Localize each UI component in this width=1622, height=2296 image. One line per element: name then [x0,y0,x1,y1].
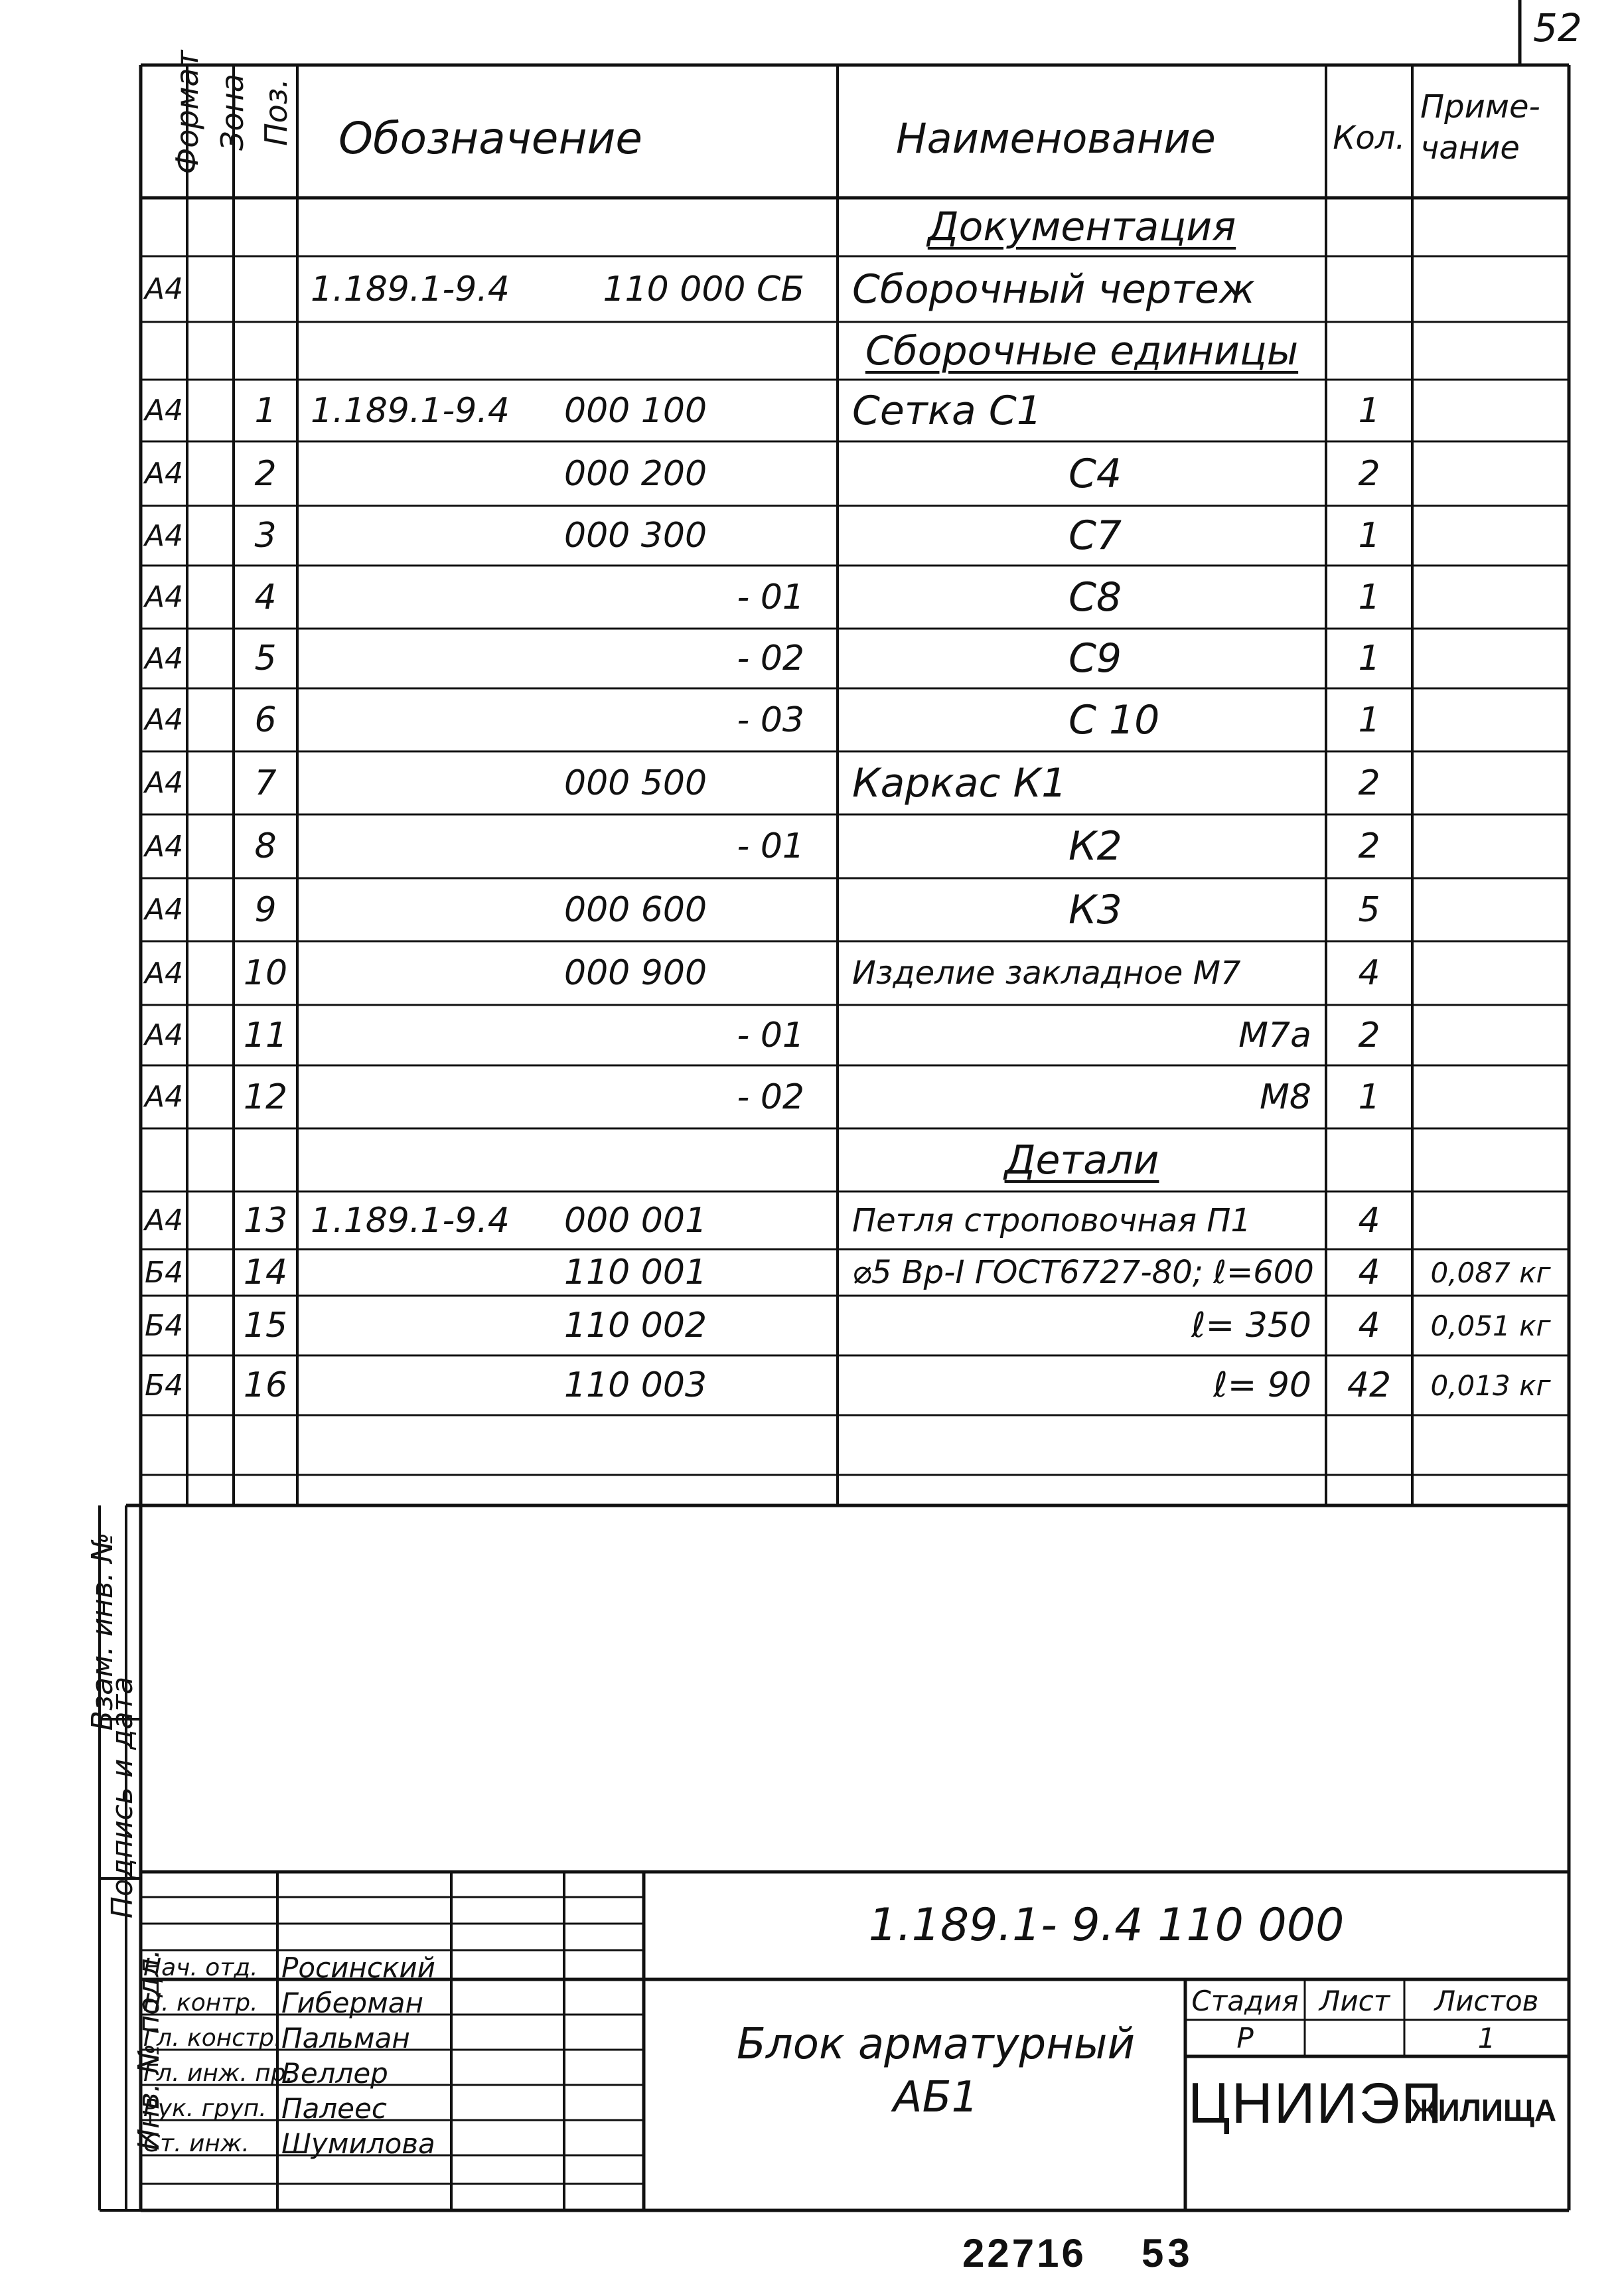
row-format: А4 [145,641,184,676]
row-name: Сетка С1 [852,387,1042,434]
signer-role: Гл. констр. [143,2025,282,2052]
row-name: Изделие закладное М7 [852,955,1241,992]
row-designation: 000 600 [564,889,707,930]
row-designation: 110 003 [564,1365,707,1405]
row-name: Петля строповочная П1 [852,1201,1251,1239]
row-designation: 000 500 [564,763,707,803]
side-label-podpis: Подпись и дата [105,1676,139,1919]
row-name [852,1415,1326,1475]
row-qty: 4 [1358,1253,1380,1292]
header-note [1420,86,1540,169]
signer-role: Гл. инж. пр. [143,2060,294,2087]
row-designation-suffix: - 01 [737,826,804,866]
row-qty [1326,1415,1412,1475]
row-pos: 8 [254,826,277,866]
row-pos: 11 [243,1015,288,1055]
row-pos: 9 [254,889,277,930]
header-designation: Обозначение [338,112,642,164]
row-name: С4 [1069,450,1122,497]
row-name: С 10 [1069,696,1160,743]
row-name: К2 [1069,823,1122,870]
row-qty [1326,1128,1412,1191]
row-qty: 1 [1358,390,1380,431]
row-pos: 5 [254,639,277,678]
row-designation-suffix: - 03 [737,700,804,740]
row-note [1412,878,1569,941]
header-pos: Поз. [258,78,294,146]
row-qty: 2 [1358,453,1380,494]
row-name: ℓ= 350 [1191,1306,1311,1345]
row-format: Б4 [145,1308,184,1343]
row-designation-prefix: 1.189.1-9.4 [311,269,510,309]
row-note [1412,322,1569,380]
sheet-value [1305,2020,1404,2056]
row-note [1412,1415,1569,1475]
row-pos: 15 [243,1306,288,1345]
row-name: Сборочный чертеж [852,266,1255,313]
row-format: А4 [145,394,184,427]
row-note [1412,629,1569,688]
sheet-label: Лист [1319,1984,1390,2017]
row-note [1412,380,1569,441]
row-pos: 12 [243,1077,288,1117]
row-designation-suffix [297,1128,804,1191]
row-designation-suffix [297,751,804,814]
row-format: А4 [145,580,184,614]
row-designation: 110 001 [564,1253,707,1292]
doc-code: 1.189.1- 9.4 110 000 [868,1898,1345,1952]
sheets-value: 1 [1477,2022,1496,2054]
row-name: С9 [1069,635,1122,682]
row-designation-suffix: - 02 [737,1077,804,1117]
row-pos: 6 [254,700,277,740]
row-pos: 2 [254,453,277,494]
row-qty: 4 [1358,1306,1380,1345]
row-note: 0,013 кг [1430,1369,1551,1402]
row-qty [1326,256,1412,322]
org-sub: ЖИЛИЩА [1410,2093,1557,2127]
bottom-number-right: 53 [1142,2231,1194,2275]
row-format: А4 [145,1203,184,1237]
row-designation: 110 002 [564,1306,707,1345]
signer-name: Веллер [281,2057,388,2090]
row-designation: 000 300 [564,516,707,556]
row-name: Документация [927,204,1236,250]
row-pos: 14 [243,1253,288,1292]
row-name: Сборочные единицы [865,327,1299,374]
row-note [1412,566,1569,629]
row-name: ℓ= 90 [1213,1365,1311,1405]
row-format: А4 [145,1018,184,1052]
page-number: 52 [1533,5,1582,50]
row-designation-prefix: 1.189.1-9.4 [311,390,510,431]
row-format: Б4 [145,1255,184,1290]
row-name: С8 [1069,574,1122,621]
row-note [1412,441,1569,506]
doc-title [677,2018,1195,2124]
row-designation: 000 100 [564,390,707,431]
header-note-line1: Приме- [1420,88,1540,125]
row-designation-suffix [297,1355,804,1415]
row-designation-suffix [297,441,804,506]
row-format: А4 [145,703,184,737]
row-note [1412,506,1569,566]
row-format: А4 [145,829,184,864]
row-name: М7а [1238,1015,1311,1055]
row-qty: 2 [1358,1015,1380,1055]
row-qty: 1 [1358,516,1380,556]
row-name: М8 [1260,1077,1311,1117]
row-designation-suffix: - 01 [737,577,804,617]
row-note: 0,051 кг [1430,1309,1551,1342]
row-designation-suffix: - 01 [737,1015,804,1055]
row-qty: 2 [1358,763,1380,803]
side-label-vzam: Взам. инв. № [85,1532,119,1731]
row-qty: 4 [1358,953,1380,993]
row-format [145,1415,187,1475]
row-note [1412,1191,1569,1249]
doc-title-line2: АБ1 [893,2073,979,2122]
row-format: А4 [145,457,184,491]
sheets-label: Листов [1434,1984,1539,2017]
row-qty: 1 [1358,577,1380,617]
row-designation-suffix [297,380,804,441]
row-format [145,1128,187,1191]
row-qty: 5 [1358,889,1380,930]
signer-name: Пальман [281,2022,410,2054]
row-pos: 13 [243,1200,288,1241]
row-designation-suffix: - 02 [737,639,804,678]
row-pos: 4 [254,577,277,617]
row-qty: 4 [1358,1200,1380,1241]
row-note [1412,256,1569,322]
row-format: А4 [145,893,184,927]
row-pos [234,256,297,322]
row-format [145,322,187,380]
row-designation-suffix [297,1249,804,1296]
row-pos [234,1415,297,1475]
row-pos [234,322,297,380]
row-note [1412,1005,1569,1065]
row-name: ⌀5 Вр-I ГОСТ6727-80; ℓ=600 [852,1254,1314,1291]
signer-role: Рук. груп. [143,2095,267,2122]
row-qty: 1 [1358,1077,1380,1117]
doc-title-line1: Блок арматурный [736,2020,1136,2069]
side-label-inv-podl: Инв. № подл. [131,1949,166,2151]
row-name: С7 [1069,512,1122,559]
row-designation-suffix [297,1415,804,1475]
signer-name: Росинский [281,1952,435,1984]
row-designation: 000 900 [564,953,707,993]
row-note [1412,688,1569,751]
row-format: А4 [145,766,184,800]
signer-name: Гиберман [281,1987,423,2019]
row-note [1412,751,1569,814]
header-zone: Зона [214,74,250,151]
row-pos: 16 [243,1365,288,1405]
row-qty: 2 [1358,826,1380,866]
stage-value: Р [1236,2022,1254,2054]
header-qty: Кол. [1333,119,1406,157]
row-designation-suffix [297,1296,804,1355]
row-note [1412,198,1569,256]
row-designation: 000 001 [564,1200,707,1241]
row-pos: 7 [254,763,277,803]
row-designation-suffix [297,198,804,256]
row-note [1412,941,1569,1005]
row-note: 0,087 кг [1430,1256,1551,1289]
row-pos [234,1128,297,1191]
row-format: А4 [145,272,184,306]
row-format [145,198,187,256]
row-name: Детали [1004,1136,1159,1184]
row-note [1412,1128,1569,1191]
row-pos: 3 [254,516,277,556]
row-note [1412,1065,1569,1128]
row-designation-suffix: 110 000 СБ [603,269,804,309]
signer-name: Шумилова [281,2127,435,2160]
signer-role: Нач. отд. [143,1954,258,1981]
row-name: Каркас К1 [852,759,1067,806]
row-format: А4 [145,518,184,553]
header-note-line2: чание [1420,129,1520,167]
row-note [1412,814,1569,878]
signer-role: Ст. инж. [143,2130,250,2157]
row-designation-suffix [297,878,804,941]
signer-name: Палеес [281,2092,387,2125]
row-format: А4 [145,1080,184,1114]
row-format: Б4 [145,1368,184,1403]
row-qty [1326,198,1412,256]
row-designation-suffix [297,322,804,380]
row-designation: 000 200 [564,453,707,494]
bottom-number-left: 22716 [962,2231,1086,2275]
row-pos: 10 [243,953,288,993]
row-qty: 1 [1358,700,1380,740]
row-pos [234,198,297,256]
row-name: К3 [1069,886,1122,933]
row-designation-suffix [297,506,804,566]
row-designation-suffix [297,941,804,1005]
row-designation-prefix: 1.189.1-9.4 [311,1200,510,1241]
row-qty [1326,322,1412,380]
header-format: Формат [169,50,205,175]
row-qty: 42 [1347,1365,1392,1405]
row-pos: 1 [254,390,277,431]
org-name: ЦНИИЭП [1188,2072,1443,2135]
stage-label: Стадия [1191,1984,1299,2017]
row-designation-suffix [297,1191,804,1249]
signer-role: Н. контр. [143,1989,258,2017]
row-qty: 1 [1358,639,1380,678]
header-name: Наименование [896,114,1216,163]
row-format: А4 [145,956,184,990]
